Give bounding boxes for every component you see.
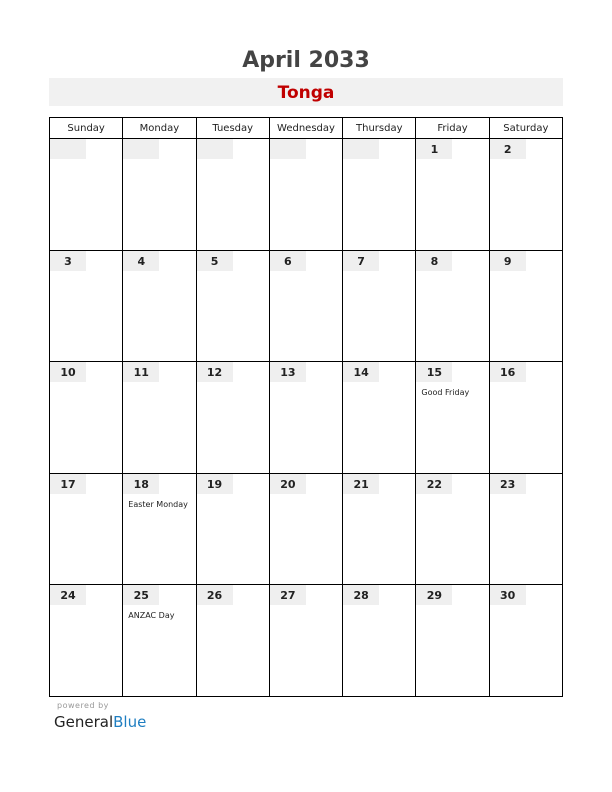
day-number: 8	[416, 251, 452, 271]
day-number: 10	[50, 362, 86, 382]
day-number: 14	[343, 362, 379, 382]
weekday-friday: Friday	[416, 118, 489, 139]
day-cell	[123, 362, 196, 474]
day-number: 24	[50, 585, 86, 605]
day-cell	[416, 362, 489, 474]
day-cell	[489, 585, 562, 697]
day-cell	[343, 585, 416, 697]
weekday-wednesday: Wednesday	[269, 118, 342, 139]
day-cell	[416, 473, 489, 585]
calendar-grid	[49, 117, 563, 697]
day-cell	[489, 473, 562, 585]
day-cell	[343, 250, 416, 362]
day-number: 13	[270, 362, 306, 382]
day-cell	[196, 139, 269, 251]
day-cell	[269, 473, 342, 585]
day-number: 12	[197, 362, 233, 382]
day-cell	[269, 362, 342, 474]
day-number: 30	[490, 585, 526, 605]
country-banner	[49, 78, 563, 106]
day-cell	[196, 585, 269, 697]
day-cell	[123, 250, 196, 362]
day-number	[123, 139, 159, 159]
day-cell	[489, 139, 562, 251]
day-cell	[416, 585, 489, 697]
holiday-label: Good Friday	[421, 388, 470, 398]
week-row	[50, 139, 563, 251]
day-number: 9	[490, 251, 526, 271]
day-cell	[50, 362, 123, 474]
day-number: 5	[197, 251, 233, 271]
day-cell	[196, 473, 269, 585]
day-cell	[343, 362, 416, 474]
week-row	[50, 585, 563, 697]
day-cell	[269, 139, 342, 251]
day-cell	[50, 585, 123, 697]
day-cell	[416, 250, 489, 362]
country-name: Tonga	[277, 83, 335, 103]
day-number: 15	[416, 362, 452, 382]
weekday-tuesday: Tuesday	[196, 118, 269, 139]
day-number: 7	[343, 251, 379, 271]
day-number: 19	[197, 474, 233, 494]
day-number	[270, 139, 306, 159]
day-cell	[123, 139, 196, 251]
day-cell	[269, 585, 342, 697]
day-cell	[343, 473, 416, 585]
weekday-header-row	[50, 118, 563, 139]
day-cell	[50, 139, 123, 251]
day-number: 11	[123, 362, 159, 382]
day-cell	[489, 362, 562, 474]
day-cell	[50, 250, 123, 362]
day-number: 27	[270, 585, 306, 605]
day-cell	[343, 139, 416, 251]
day-cell	[269, 250, 342, 362]
day-number: 3	[50, 251, 86, 271]
week-row	[50, 362, 563, 474]
day-cell	[416, 139, 489, 251]
holiday-label: Easter Monday	[128, 499, 188, 509]
day-number	[50, 139, 86, 159]
day-number: 26	[197, 585, 233, 605]
powered-by-text: powered by	[57, 701, 109, 710]
brand-blue: Blue	[113, 713, 147, 731]
brand-general: General	[54, 713, 114, 731]
day-number	[343, 139, 379, 159]
day-number: 1	[416, 139, 452, 159]
day-cell	[123, 585, 196, 697]
day-number	[197, 139, 233, 159]
holiday-label: ANZAC Day	[128, 611, 175, 621]
day-number: 18	[123, 474, 159, 494]
day-number: 28	[343, 585, 379, 605]
weekday-saturday: Saturday	[489, 118, 562, 139]
weekday-thursday: Thursday	[343, 118, 416, 139]
day-number: 6	[270, 251, 306, 271]
day-number: 16	[490, 362, 526, 382]
week-row	[50, 250, 563, 362]
day-number: 29	[416, 585, 452, 605]
weekday-sunday: Sunday	[50, 118, 123, 139]
day-number: 4	[123, 251, 159, 271]
day-number: 25	[123, 585, 159, 605]
week-row	[50, 473, 563, 585]
day-number: 23	[490, 474, 526, 494]
day-number: 2	[490, 139, 526, 159]
day-cell	[123, 473, 196, 585]
day-cell	[196, 362, 269, 474]
generalblue-logo[interactable]	[54, 713, 146, 731]
day-number: 22	[416, 474, 452, 494]
day-number: 20	[270, 474, 306, 494]
page-title: April 2033	[242, 48, 370, 73]
weekday-monday: Monday	[123, 118, 196, 139]
day-number: 21	[343, 474, 379, 494]
day-cell	[196, 250, 269, 362]
day-cell	[50, 473, 123, 585]
day-cell	[489, 250, 562, 362]
day-number: 17	[50, 474, 86, 494]
